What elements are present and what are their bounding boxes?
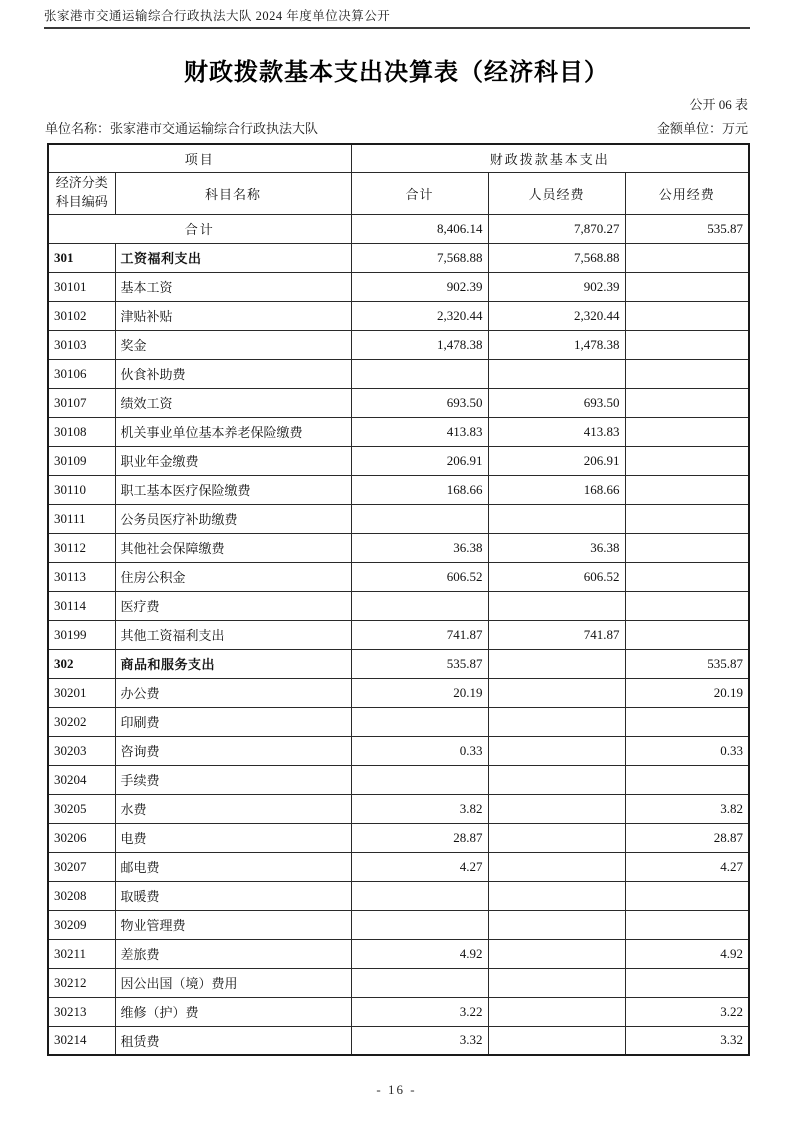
row-code: 30201 <box>48 678 115 707</box>
table-header-row-2 <box>48 172 749 214</box>
row-public <box>625 475 749 504</box>
page-number: - 16 - <box>376 1082 417 1097</box>
table-row <box>48 794 749 823</box>
row-code: 30205 <box>48 794 115 823</box>
row-code: 30101 <box>48 272 115 301</box>
row-personnel: 206.91 <box>488 446 625 475</box>
row-total <box>351 504 488 533</box>
row-total: 3.82 <box>351 794 488 823</box>
row-code: 30203 <box>48 736 115 765</box>
table-row <box>48 272 749 301</box>
row-personnel: 902.39 <box>488 272 625 301</box>
row-name: 手续费 <box>115 765 351 794</box>
page-title: 财政拨款基本支出决算表（经济科目） <box>184 60 609 86</box>
row-public <box>625 620 749 649</box>
row-code: 30110 <box>48 475 115 504</box>
row-name: 办公费 <box>115 678 351 707</box>
row-personnel <box>488 678 625 707</box>
row-code: 30112 <box>48 533 115 562</box>
table-row <box>48 881 749 910</box>
row-name: 咨询费 <box>115 736 351 765</box>
row-personnel <box>488 823 625 852</box>
row-personnel <box>488 968 625 997</box>
row-total: 3.32 <box>351 1026 488 1055</box>
row-code: 30114 <box>48 591 115 620</box>
row-total: 413.83 <box>351 417 488 446</box>
row-personnel <box>488 794 625 823</box>
table-row <box>48 359 749 388</box>
row-public <box>625 243 749 272</box>
row-code: 30211 <box>48 939 115 968</box>
table-row <box>48 330 749 359</box>
row-total: 7,568.88 <box>351 243 488 272</box>
header-total: 合计 <box>351 172 488 214</box>
table-row <box>48 707 749 736</box>
row-public <box>625 417 749 446</box>
row-public <box>625 910 749 939</box>
table-row <box>48 620 749 649</box>
row-public <box>625 765 749 794</box>
row-public: 4.27 <box>625 852 749 881</box>
row-personnel <box>488 359 625 388</box>
row-total: 8,406.14 <box>351 214 488 243</box>
row-total <box>351 359 488 388</box>
row-public <box>625 446 749 475</box>
row-public <box>625 301 749 330</box>
row-total: 36.38 <box>351 533 488 562</box>
row-total: 4.27 <box>351 852 488 881</box>
row-code: 30106 <box>48 359 115 388</box>
row-total: 4.92 <box>351 939 488 968</box>
row-name: 商品和服务支出 <box>115 649 351 678</box>
table-row <box>48 823 749 852</box>
header-subject-name: 科目名称 <box>115 172 351 214</box>
row-code: 30204 <box>48 765 115 794</box>
row-code: 30102 <box>48 301 115 330</box>
row-public <box>625 359 749 388</box>
row-total <box>351 968 488 997</box>
fiscal-table <box>47 143 750 1056</box>
row-public <box>625 707 749 736</box>
row-total <box>351 591 488 620</box>
table-row <box>48 591 749 620</box>
row-total: 1,478.38 <box>351 330 488 359</box>
table-row <box>48 939 749 968</box>
row-public <box>625 272 749 301</box>
row-name: 维修（护）费 <box>115 997 351 1026</box>
row-total: 0.33 <box>351 736 488 765</box>
row-name: 水费 <box>115 794 351 823</box>
header-group: 财政拨款基本支出 <box>351 144 749 172</box>
table-row <box>48 214 749 243</box>
row-total <box>351 881 488 910</box>
row-personnel: 1,478.38 <box>488 330 625 359</box>
running-header <box>44 8 750 29</box>
row-name: 医疗费 <box>115 591 351 620</box>
row-name: 公务员医疗补助缴费 <box>115 504 351 533</box>
amount-unit-label: 金额单位：万元 <box>656 121 748 136</box>
row-name: 因公出国（境）费用 <box>115 968 351 997</box>
table-row <box>48 765 749 794</box>
table-header-row-1 <box>48 144 749 172</box>
row-personnel: 168.66 <box>488 475 625 504</box>
row-name: 工资福利支出 <box>115 243 351 272</box>
row-personnel <box>488 881 625 910</box>
row-name: 取暖费 <box>115 881 351 910</box>
row-personnel: 741.87 <box>488 620 625 649</box>
header-project: 项目 <box>48 144 351 172</box>
row-code: 30199 <box>48 620 115 649</box>
table-row <box>48 417 749 446</box>
row-name: 租赁费 <box>115 1026 351 1055</box>
row-total <box>351 707 488 736</box>
row-name: 机关事业单位基本养老保险缴费 <box>115 417 351 446</box>
table-row <box>48 649 749 678</box>
row-personnel <box>488 504 625 533</box>
row-public: 3.82 <box>625 794 749 823</box>
row-personnel: 606.52 <box>488 562 625 591</box>
row-name: 绩效工资 <box>115 388 351 417</box>
row-personnel: 7,568.88 <box>488 243 625 272</box>
row-name: 职业年金缴费 <box>115 446 351 475</box>
row-public: 3.22 <box>625 997 749 1026</box>
row-name: 电费 <box>115 823 351 852</box>
row-public <box>625 562 749 591</box>
row-personnel: 7,870.27 <box>488 214 625 243</box>
row-name: 住房公积金 <box>115 562 351 591</box>
row-personnel <box>488 591 625 620</box>
table-row <box>48 562 749 591</box>
row-code: 30202 <box>48 707 115 736</box>
row-total: 206.91 <box>351 446 488 475</box>
row-total: 3.22 <box>351 997 488 1026</box>
row-code: 30208 <box>48 881 115 910</box>
table-row <box>48 736 749 765</box>
row-public: 4.92 <box>625 939 749 968</box>
row-code: 30109 <box>48 446 115 475</box>
row-code: 30113 <box>48 562 115 591</box>
row-personnel: 693.50 <box>488 388 625 417</box>
row-public: 3.32 <box>625 1026 749 1055</box>
row-total: 28.87 <box>351 823 488 852</box>
row-personnel: 2,320.44 <box>488 301 625 330</box>
table-row <box>48 446 749 475</box>
row-personnel <box>488 649 625 678</box>
row-total: 535.87 <box>351 649 488 678</box>
row-personnel <box>488 910 625 939</box>
running-header-text: 张家港市交通运输综合行政执法大队 2024 年度单位决算公开 <box>44 9 391 23</box>
row-code: 30107 <box>48 388 115 417</box>
table-row <box>48 388 749 417</box>
row-personnel <box>488 707 625 736</box>
row-public: 0.33 <box>625 736 749 765</box>
row-code: 30103 <box>48 330 115 359</box>
unit-name-label: 单位名称：张家港市交通运输综合行政执法大队 <box>45 121 319 136</box>
row-personnel <box>488 736 625 765</box>
row-total: 168.66 <box>351 475 488 504</box>
table-row <box>48 533 749 562</box>
row-code: 30212 <box>48 968 115 997</box>
row-total <box>351 910 488 939</box>
row-personnel <box>488 939 625 968</box>
row-code: 30214 <box>48 1026 115 1055</box>
table-row <box>48 852 749 881</box>
row-personnel: 413.83 <box>488 417 625 446</box>
row-public <box>625 533 749 562</box>
header-code: 经济分类科目编码 <box>48 172 115 214</box>
table-row <box>48 910 749 939</box>
row-code: 30206 <box>48 823 115 852</box>
table-code-label: 公开 06 表 <box>689 97 748 112</box>
row-public <box>625 504 749 533</box>
table-row <box>48 678 749 707</box>
row-personnel <box>488 765 625 794</box>
row-name: 合计 <box>48 214 351 243</box>
header-personnel: 人员经费 <box>488 172 625 214</box>
header-rule <box>44 27 750 29</box>
row-code: 30207 <box>48 852 115 881</box>
row-name: 差旅费 <box>115 939 351 968</box>
row-total: 606.52 <box>351 562 488 591</box>
row-public: 28.87 <box>625 823 749 852</box>
row-name: 物业管理费 <box>115 910 351 939</box>
row-code: 30111 <box>48 504 115 533</box>
row-code: 302 <box>48 649 115 678</box>
row-code: 30108 <box>48 417 115 446</box>
row-public <box>625 968 749 997</box>
row-personnel: 36.38 <box>488 533 625 562</box>
row-personnel <box>488 852 625 881</box>
table-row <box>48 243 749 272</box>
row-public: 535.87 <box>625 214 749 243</box>
row-public: 535.87 <box>625 649 749 678</box>
row-personnel <box>488 1026 625 1055</box>
row-total <box>351 765 488 794</box>
table-row <box>48 968 749 997</box>
row-name: 基本工资 <box>115 272 351 301</box>
table-row <box>48 475 749 504</box>
row-public: 20.19 <box>625 678 749 707</box>
row-name: 津贴补贴 <box>115 301 351 330</box>
row-public <box>625 330 749 359</box>
meta-row <box>45 118 748 137</box>
row-name: 邮电费 <box>115 852 351 881</box>
table-row <box>48 301 749 330</box>
row-total: 2,320.44 <box>351 301 488 330</box>
row-name: 其他工资福利支出 <box>115 620 351 649</box>
row-total: 693.50 <box>351 388 488 417</box>
row-public <box>625 388 749 417</box>
row-public <box>625 881 749 910</box>
row-personnel <box>488 997 625 1026</box>
header-public: 公用经费 <box>625 172 749 214</box>
row-code: 30209 <box>48 910 115 939</box>
row-code: 30213 <box>48 997 115 1026</box>
row-name: 印刷费 <box>115 707 351 736</box>
row-total: 20.19 <box>351 678 488 707</box>
row-name: 伙食补助费 <box>115 359 351 388</box>
row-name: 奖金 <box>115 330 351 359</box>
row-total: 741.87 <box>351 620 488 649</box>
row-public <box>625 591 749 620</box>
table-row <box>48 997 749 1026</box>
row-name: 职工基本医疗保险缴费 <box>115 475 351 504</box>
row-name: 其他社会保障缴费 <box>115 533 351 562</box>
table-row <box>48 1026 749 1055</box>
row-total: 902.39 <box>351 272 488 301</box>
table-row <box>48 504 749 533</box>
row-code: 301 <box>48 243 115 272</box>
